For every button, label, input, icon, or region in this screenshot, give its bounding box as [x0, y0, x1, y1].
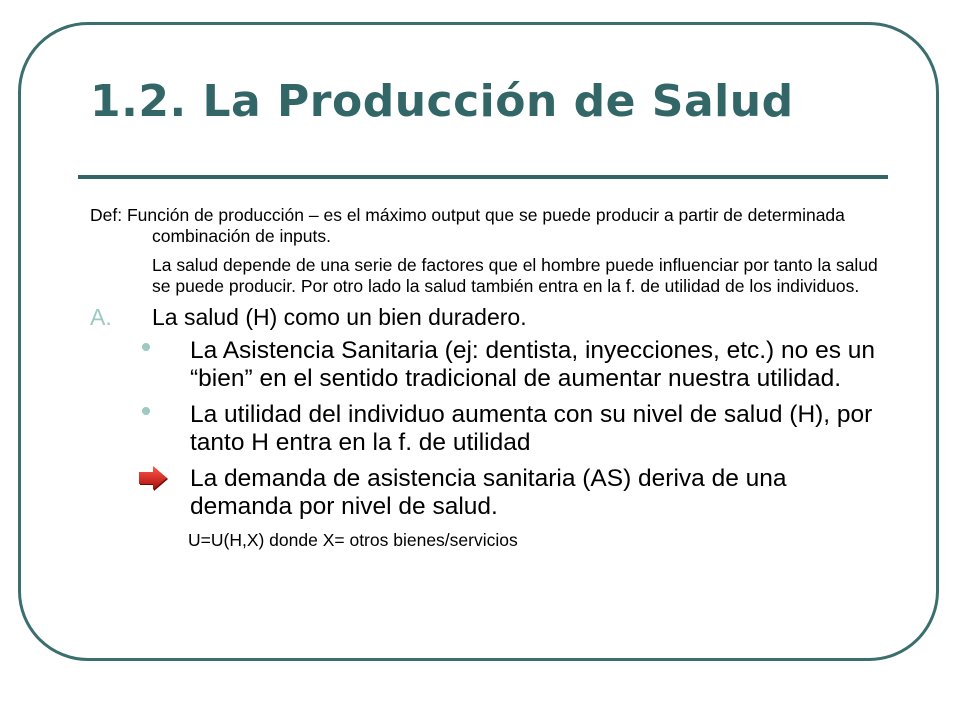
- definition-continuation: La salud depende de una serie de factores que el hombre puede influenciar por tanto la salud se puede producir. Por otro lado la salud también entra en la f. de utilidad de los individuos.: [152, 255, 878, 296]
- utility-formula: U=U(H,X) donde X= otros bienes/servicios: [188, 530, 518, 550]
- bullet-item: [90, 465, 890, 521]
- title-divider: [78, 175, 888, 179]
- list-item-a: [90, 303, 890, 331]
- bullet-text: La Asistencia Sanitaria (ej: dentista, inyecciones, etc.) no es un “bien” en el sentido tradicional de aumentar nuestra utilidad.: [190, 337, 876, 392]
- slide-title: 1.2. La Producción de Salud: [90, 76, 794, 127]
- definition-text: Def: Función de producción – es el máximo output que se puede producir a partir de determinada combinación de inputs.: [90, 205, 845, 246]
- list-item-a-text: La salud (H) como un bien duradero.: [152, 304, 527, 330]
- list-letter-a: A.: [90, 304, 112, 330]
- red-arrow-icon: [138, 465, 168, 491]
- bullet-item: [90, 401, 890, 457]
- bullet-item: [90, 337, 890, 393]
- dot-bullet-icon: [142, 407, 150, 415]
- bullet-text: La demanda de asistencia sanitaria (AS) deriva de una demanda por nivel de salud.: [190, 465, 787, 520]
- dot-bullet-icon: [142, 343, 150, 351]
- bullet-text: La utilidad del individuo aumenta con su nivel de salud (H), por tanto H entra en la f. de utilidad: [190, 401, 873, 456]
- slide-body: [90, 205, 890, 551]
